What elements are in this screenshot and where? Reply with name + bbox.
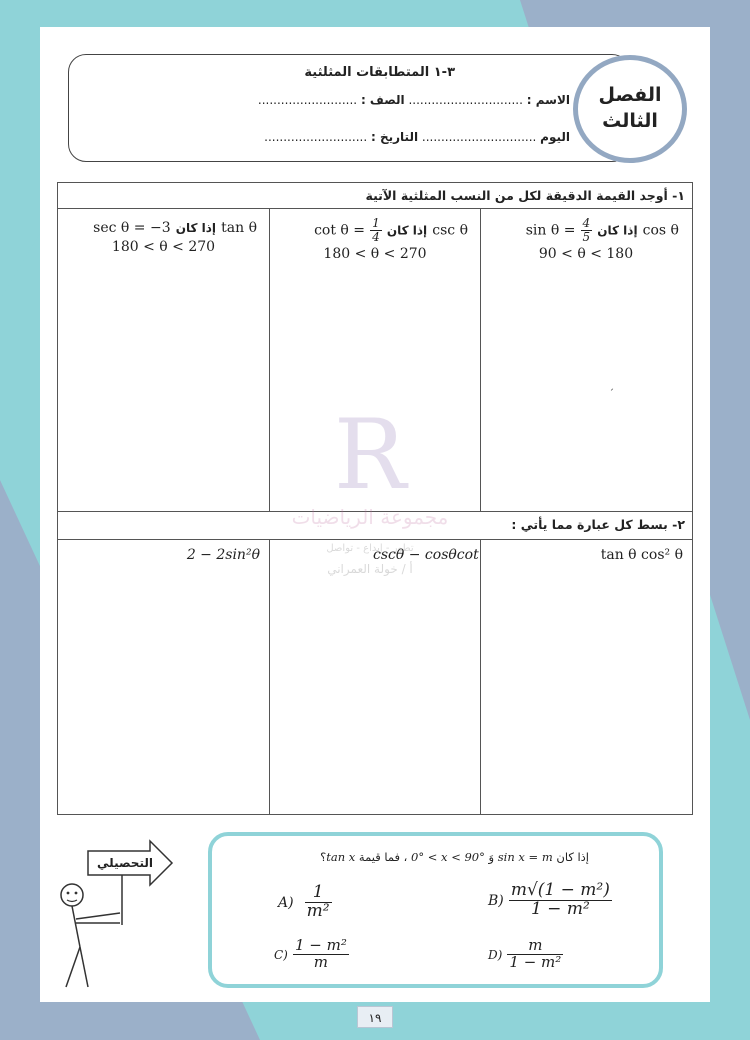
chapter-title: الفصل الثالث [598, 84, 662, 132]
section1-cell-left [58, 208, 269, 511]
fraction-numerator: 4 [582, 216, 591, 230]
option-key: C) [274, 947, 288, 962]
question-prefix: إذا كان [556, 850, 589, 864]
fraction-denominator: 5 [582, 229, 591, 244]
section2-title: ٢- بسط كل عبارة مما يأتي : [511, 517, 685, 532]
question-math-2: 0° < x < 90° [411, 850, 485, 864]
watermark-line1: مجموعة الرياضيات [291, 505, 449, 529]
given-fraction [370, 217, 382, 243]
target-function: csc θ [432, 222, 468, 239]
section1-cell-middle [270, 208, 480, 511]
condition-word: إذا كان [175, 221, 217, 235]
day-field[interactable]: .............................. [421, 130, 537, 144]
page-number-tab [357, 1006, 393, 1028]
name-class-row [258, 93, 570, 107]
option-key: B) [488, 892, 504, 909]
option-d[interactable] [488, 938, 563, 971]
question-suffix: ، فما قيمة [358, 850, 408, 864]
simplify-expression-2: cscθ − cosθcot [373, 547, 479, 563]
given-equation: sec θ = −3 [93, 220, 171, 236]
given-equation: cot θ = [314, 222, 366, 239]
option-denominator: m [313, 952, 329, 971]
chapter-circle [573, 55, 687, 163]
table-column-divider [480, 539, 481, 814]
option-fraction [293, 938, 349, 971]
option-numerator: 1 − m² [294, 936, 347, 954]
angle-range: 90 < θ < 180 [538, 246, 634, 262]
option-key: A) [278, 894, 294, 911]
date-field[interactable]: ........................... [264, 130, 368, 144]
class-field[interactable]: .......................... [257, 93, 358, 107]
pen-mark: ˏ [609, 380, 614, 391]
tahsili-sign-label: التحصيلي [97, 856, 153, 870]
question-and: وَ [488, 850, 495, 864]
target-function: tan θ [221, 220, 257, 236]
option-c[interactable] [274, 938, 349, 971]
option-fraction [305, 884, 332, 921]
option-numerator: 1 [305, 884, 332, 903]
condition-word: إذا كان [597, 223, 638, 238]
option-fraction [509, 882, 612, 919]
worksheet-page [40, 27, 710, 1002]
option-numerator: m [507, 938, 563, 955]
tahsili-question [320, 850, 589, 864]
problem-statement [314, 217, 468, 243]
watermark-letter: R [333, 399, 407, 511]
question-math-3: tan x [326, 850, 356, 864]
given-equation: sin θ = [525, 222, 576, 239]
name-field[interactable]: .............................. [408, 93, 523, 107]
angle-range: 180 < θ < 270 [323, 246, 427, 262]
option-denominator: 1 − m² [509, 952, 562, 971]
day-label: اليوم [540, 130, 570, 144]
watermark-line2: تطور - إبداع - تواصل [326, 543, 414, 554]
option-b[interactable] [488, 882, 612, 919]
simplify-expression-1: tan θ cos² θ [600, 547, 683, 563]
name-label: الاسم : [526, 93, 570, 107]
section1-cell-right [481, 208, 691, 511]
option-denominator: 1 − m² [530, 898, 590, 919]
question-end: ؟ [320, 850, 327, 864]
option-fraction [507, 938, 563, 971]
watermark-line3: أ / خولة العمراني [327, 562, 413, 576]
option-a[interactable] [278, 884, 332, 921]
condition-word: إذا كان [386, 223, 428, 238]
day-date-row [264, 130, 570, 144]
lesson-title: ٣-١ المتطابقات المثلثية [304, 65, 455, 80]
section2-cell-middle [270, 540, 480, 580]
date-label: التاريخ : [371, 130, 419, 144]
option-numerator: m√(1 − m²) [510, 880, 610, 900]
fraction-denominator: 4 [372, 229, 380, 244]
page-number: ١٩ [368, 1011, 382, 1025]
tahsili-question-box [208, 832, 663, 988]
target-function: cos θ [642, 222, 679, 239]
class-label: الصف : [360, 93, 405, 107]
simplify-expression-3: 2 − 2sin²θ [186, 547, 260, 563]
option-denominator: m² [306, 900, 330, 921]
question-math-1: sin x = m [497, 850, 553, 864]
angle-range: 180 < θ < 270 [111, 239, 216, 255]
option-key: D) [488, 947, 503, 962]
given-fraction [581, 217, 593, 243]
fraction-numerator: 1 [372, 216, 380, 230]
problem-statement [93, 217, 257, 236]
problem-statement [526, 217, 679, 243]
section1-title: ١- أوجد القيمة الدقيقة لكل من النسب المثلثية الآتية [365, 188, 685, 203]
